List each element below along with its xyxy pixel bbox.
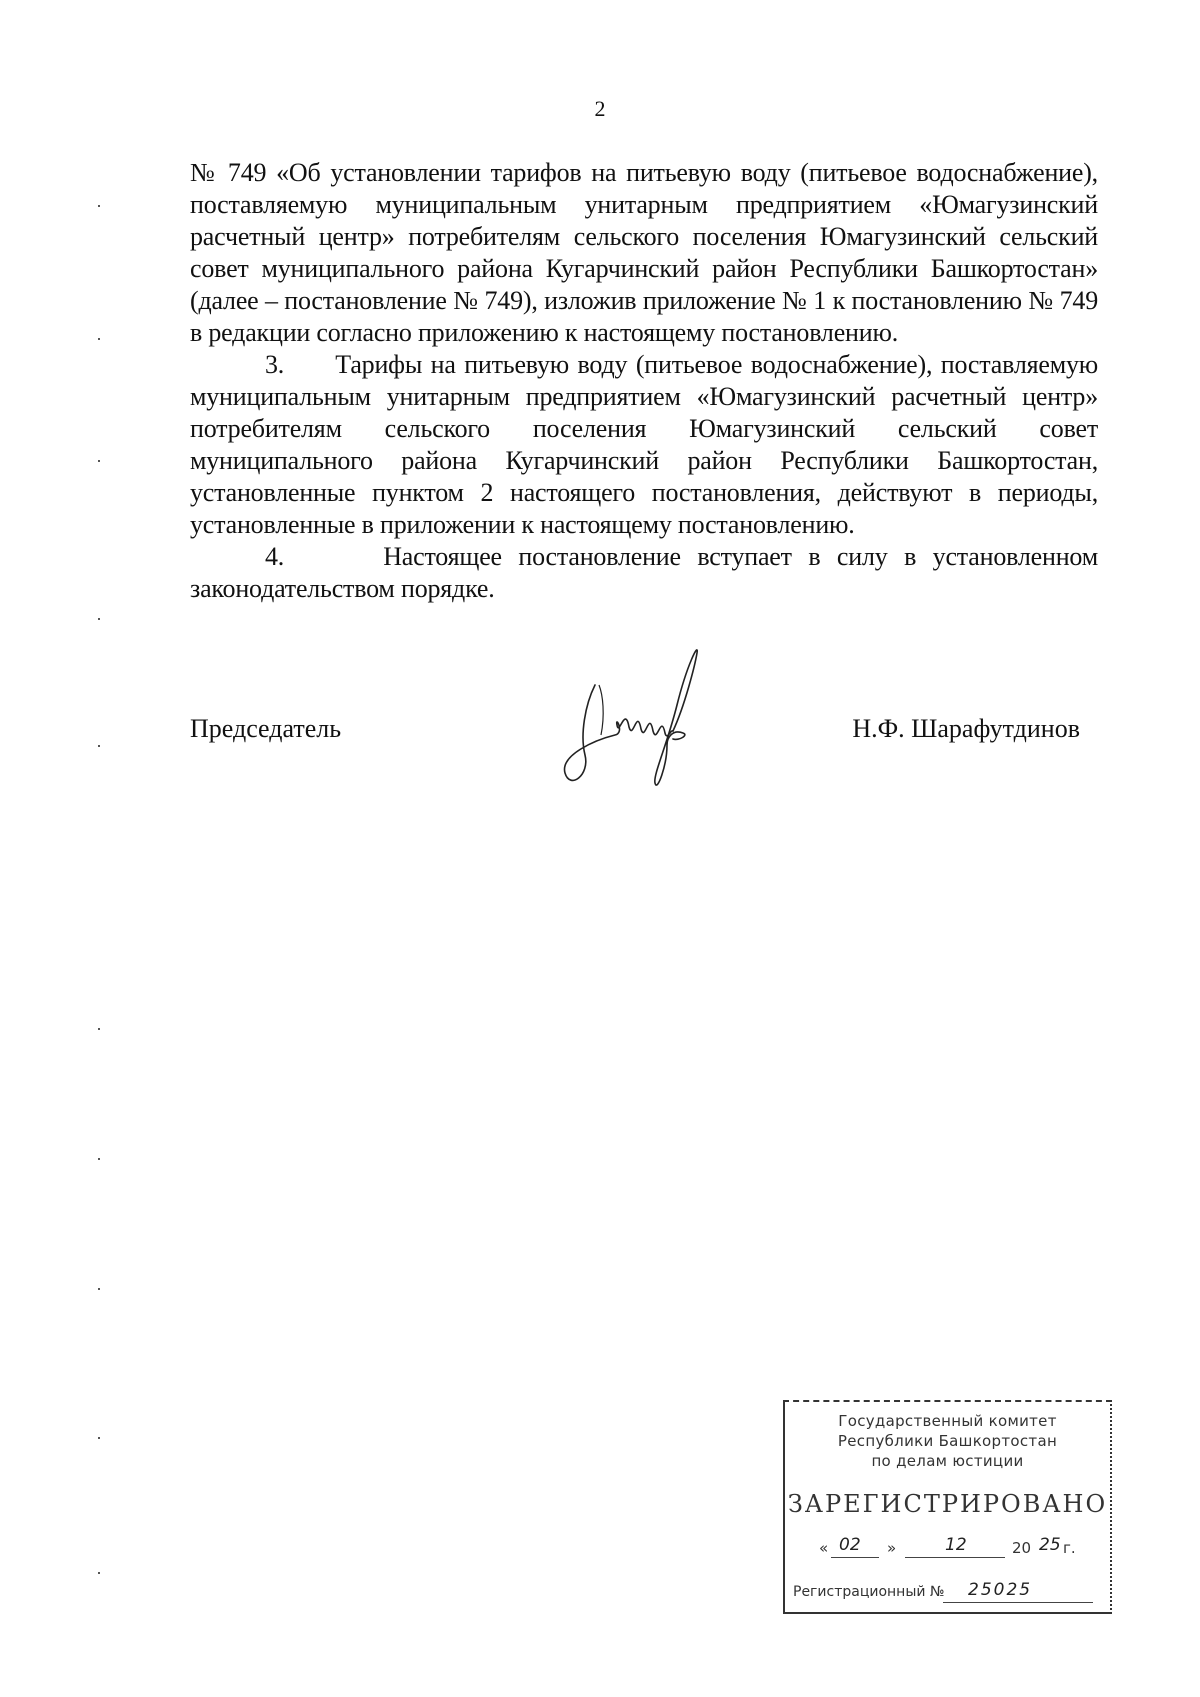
stamp-authority-line3: по делам юстиции — [871, 1452, 1024, 1470]
stamp-date — [799, 1535, 1099, 1565]
margin-dot — [98, 745, 100, 747]
stamp-month: 12 — [945, 1535, 967, 1555]
margin-dot — [98, 1158, 100, 1160]
stamp-year-suffix: 25 — [1039, 1535, 1061, 1555]
stamp-day: 02 — [839, 1535, 861, 1555]
margin-dot — [98, 1288, 100, 1290]
stamp-year-unit: г. — [1063, 1539, 1076, 1557]
stamp-day-underline — [831, 1557, 879, 1558]
margin-dot — [98, 1028, 100, 1030]
registration-stamp — [783, 1400, 1112, 1614]
margin-dot — [98, 1437, 100, 1439]
stamp-year-prefix: 20 — [1012, 1539, 1032, 1557]
paragraph-number: 3. — [265, 350, 285, 379]
stamp-quote-close: » — [887, 1539, 897, 1557]
signatory-position: Председатель — [190, 714, 342, 743]
margin-dot — [98, 460, 100, 462]
paragraph-continuation — [190, 157, 1098, 349]
stamp-reg-number: 25025 — [968, 1580, 1033, 1600]
stamp-registered-label: ЗАРЕГИСТРИРОВАНО — [787, 1490, 1108, 1518]
paragraph-text: Настоящее постановление вступает в силу в установленном законодательством порядке. — [190, 542, 1098, 603]
margin-dot — [98, 1572, 100, 1574]
margin-dot — [98, 618, 100, 620]
stamp-reg-underline — [943, 1602, 1093, 1603]
stamp-authority-line2: Республики Башкортостан — [837, 1432, 1058, 1450]
page-number: 2 — [594, 96, 606, 121]
stamp-month-underline — [905, 1557, 1005, 1558]
paragraph-number: 4. — [265, 542, 285, 571]
margin-dot — [98, 205, 100, 207]
signatory-name: Н.Ф. Шарафутдинов — [852, 714, 1080, 743]
paragraph-text: Тарифы на питьевую воду (питьевое водоснабжение), поставляемую муниципальным унитарным предприятием «Юмагузинский расчетный центр» потребителям сельского поселения Юмагузинский сельский совет муниципального района Кугарчинский район Республики Башкортостан, установленные пунктом 2 настоящего постановления, действуют в периоды, установленные в приложении к настоящему постановлению. — [190, 350, 1098, 539]
margin-dot — [98, 338, 100, 340]
stamp-reg-label: Регистрационный № — [793, 1584, 945, 1600]
handwritten-signature — [555, 645, 715, 795]
stamp-authority-line1: Государственный комитет — [838, 1412, 1057, 1430]
stamp-quote-open: « — [819, 1539, 829, 1557]
stamp-registration-number — [793, 1580, 1103, 1606]
paragraph-text: № 749 «Об установлении тарифов на питьевую воду (питьевое водоснабжение), поставляемую муниципальным унитарным предприятием «Юмагузинский расчетный центр» потребителям сельского поселения Юмагузинский сельский совет муниципального района Кугарчинский район Республики Башкортостан» (далее – постановление № 749), изложив приложение № 1 к постановлению № 749 в редакции согласно приложению к настоящему постановлению. — [190, 158, 1098, 347]
document-body — [190, 157, 1098, 605]
paragraph-3 — [190, 349, 1098, 541]
paragraph-4 — [190, 541, 1098, 605]
